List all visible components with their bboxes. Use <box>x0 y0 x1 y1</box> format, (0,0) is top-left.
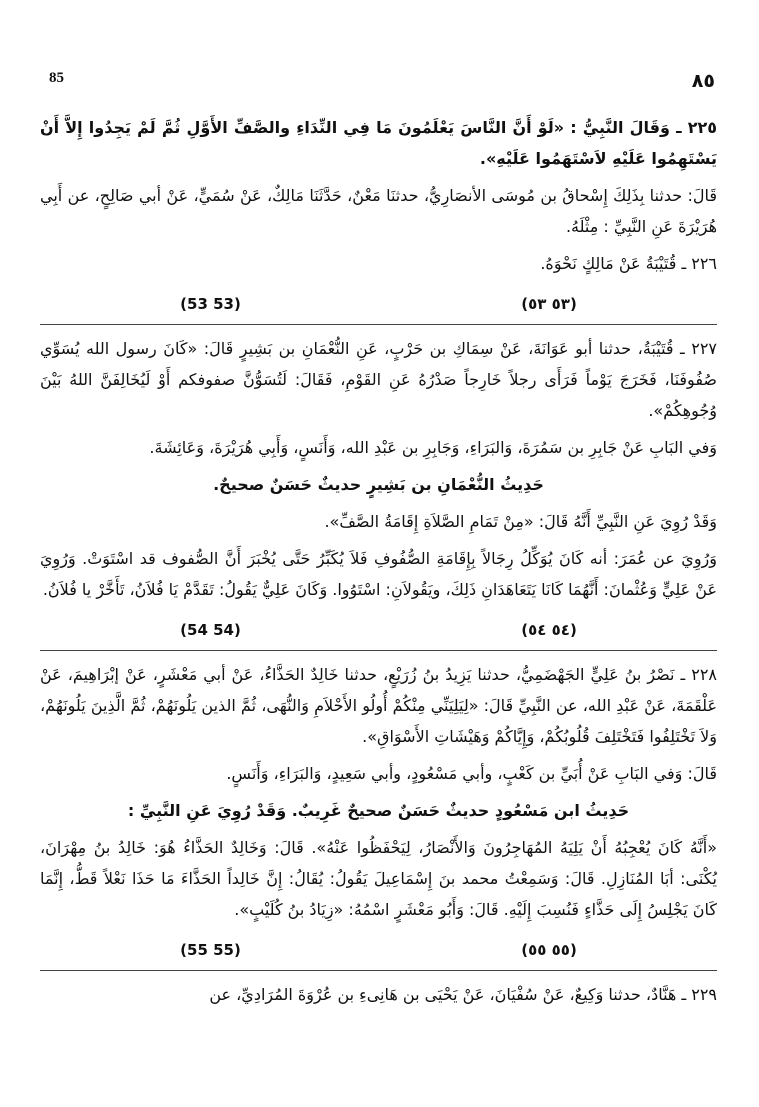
reference-arabic: (٥٣ ٥٣) <box>521 295 577 313</box>
reference-arabic: (٥٥ ٥٥) <box>521 941 577 959</box>
page-number-arabic: ٨٥ <box>691 70 715 92</box>
reference-marker <box>40 935 717 966</box>
hadith-226: ٢٢٦ ـ قُتَيْبَةُ عَنْ مَالِكٍ نَحْوَهُ. <box>540 254 717 273</box>
hadith-228: ٢٢٨ ـ نَصْرُ بنُ عَلِيٍّ الجَهْضَمِيُّ، حدثنا يَزِيدُ بنُ زُرَيْعٍ، حدثنا خَالِدٌ الحَذَّاءُ، عَنْ أبي مَعْشَرٍ، عَنْ إبْرَاهِيمَ، عَنْ عَلْقَمَةَ، عَنْ عَبْدِ الله، عن النَّبِيِّ قَالَ: «لِيَلِيَنِّي مِنْكُمْ أُولُو الأَحْلاَمِ وَالنُّهَى، ثُمَّ الذين يَلُونَهُمْ، ثُمَّ الَّذِينَ يَلُونَهُمْ، وَلاَ تَخْتَلِفُوا فَتَخْتَلِفَ قُلُوبُكُمْ، وَإِيَّاكُمْ وَهَيْشَاتِ الأَسْوَاقِ». <box>40 665 717 746</box>
hadith-227: ٢٢٧ ـ قُتَيْبَةُ، حدثنا أبو عَوَانَةَ، عَنْ سِمَاكِ بن حَرْبٍ، عَنِ النُّعْمَانِ بن بَشِيرٍ قَالَ: «كَانَ رسول الله يُسَوِّي صُفُوفَنَا، فَخَرَجَ يَوْماً فَرَأَى رجلاً خَارِجاً صَدْرُهُ عَنِ القَوْمِ، فَقَالَ: لَتُسَوُّنَّ صفوفكم أَوْ لَيُخَالِفَنَّ اللهُ بَيْنَ وُجُوهِكُمْ». <box>40 339 717 420</box>
hadith-229: ٢٢٩ ـ هَنَّادٌ، حدثنا وَكِيعٌ، عَنْ سُفْيَانَ، عَنْ يَحْيَى بن هَانِىءِ بن عُرْوَةَ المُرَادِيِّ، عن <box>209 985 717 1004</box>
reference-arabic: (٥٤ ٥٤) <box>521 621 577 639</box>
grading-227: حَدِيثُ النُّعْمَانِ بن بَشِيرٍ حديثٌ حَسَنٌ صحيحٌ. <box>213 475 544 494</box>
reference-latin: (53 53) <box>180 295 241 313</box>
divider <box>40 650 717 651</box>
reference-latin: (54 54) <box>180 621 241 639</box>
paragraph-chain-225: قَالَ: حدثنا بِذَلِكَ إِسْحاقُ بن مُوسَى الأنصَارِيُّ، حدثنَا مَعْنٌ، حَدَّثَنَا مَالِكٌ، عَنْ سُمَيٍّ، عَنْ أبي صَالِحٍ، عن أَبِي هُرَيْرَةَ عَنِ النَّبِيِّ : مِثْلَهُ. <box>40 186 717 236</box>
divider <box>40 324 717 325</box>
paragraph-chapter-227: وَفي البَابِ عَنْ جَابِرِ بن سَمُرَةَ، وَالبَرَاءِ، وَجَابِرِ بن عَبْدِ الله، وَأَنَسٍ، وَأَبِي هُرَيْرَةَ، وَعَائِشَةَ. <box>149 438 717 457</box>
divider <box>40 970 717 971</box>
paragraph-chapter-228: قَالَ: وَفي البَابِ عَنْ أُبَيِّ بن كَعْبٍ، وأبي مَسْعُودٍ، وأبي سَعِيدٍ، وَالبَرَاءِ، وَأَنَسٍ. <box>226 764 717 783</box>
hadith-225: ٢٢٥ ـ وَقَالَ النَّبِيُّ : «لَوْ أَنَّ النَّاسَ يَعْلَمُونَ مَا فِي النِّدَاءِ والصَّفِّ الأَوَّلِ ثُمَّ لَمْ يَجِدُوا إِلاَّ أَنْ يَسْتَهِمُوا عَلَيْهِ لاَسْتَهَمُوا عَلَيْهِ». <box>40 118 717 168</box>
reference-latin: (55 55) <box>180 941 241 959</box>
reference-marker <box>40 615 717 646</box>
paragraph-narration-1: وَقَدْ رُوِيَ عَنِ النَّبِيِّ أَنَّهُ قَالَ: «مِنْ تَمَامِ الصَّلاَةِ إِقَامَةُ الصَّفِّ». <box>324 512 717 531</box>
paragraph-commentary-228: «أَنَّهُ كَانَ يُعْجِبُهُ أَنْ يَلِيَهُ المُهَاجِرُونَ وَالأَنْصَارُ، لِيَحْفَظُوا عَنْهُ». قَالَ: وَخَالِدٌ الحَذَّاءُ هُوَ: خَالِدُ بنُ مِهْرَانَ، يُكْنَى: أبَا المُنَازِلِ. قَالَ: وَسَمِعْتُ محمد بنَ إِسْمَاعِيلَ يَقُولُ: يُقَالُ: إِنَّ خَالِداً الحَذَّاءَ مَا حَذَا نَعْلاً قَطُّ، إِنَّمَا كَانَ يَجْلِسُ إِلَى حَذَّاءٍ فَنُسِبَ إِلَيْهِ. قَالَ: وَأَبُو مَعْشَرٍ اسْمُهُ: «زِيَادُ بنُ كُلَيْبٍ». <box>40 838 717 919</box>
page-body <box>40 112 717 1016</box>
paragraph-narration-2: وَرُوِيَ عن عُمَرَ: أنه كَانَ يُوَكِّلُ رِجَالاً بِإِقَامَةِ الصُّفُوفِ فَلاَ يُكَبِّرُ حَتَّى يُخْبَرَ أَنَّ الصُّفوف قد اسْتَوَتْ. وَرُوِيَ عَنْ عَلِيٍّ وَعُثْمانَ: أَنَّهُمَا كَانَا يَتَعَاهَدَانِ ذَلِكَ، ويَقُولاَنِ: اسْتَوُوا. وَكَانَ عَلِيٌّ يَقُولُ: تَقَدَّمْ يَا فُلاَنُ، تَأَخَّرْ يا فُلاَنُ. <box>40 549 717 599</box>
grading-228: حَدِيثُ ابن مَسْعُودٍ حديثٌ حَسَنٌ صحيحٌ غَرِيبٌ. وَقَدْ رُوِيَ عَنِ النَّبِيِّ : <box>127 801 630 820</box>
page-number-latin: 85 <box>49 70 64 86</box>
reference-marker <box>40 289 717 320</box>
